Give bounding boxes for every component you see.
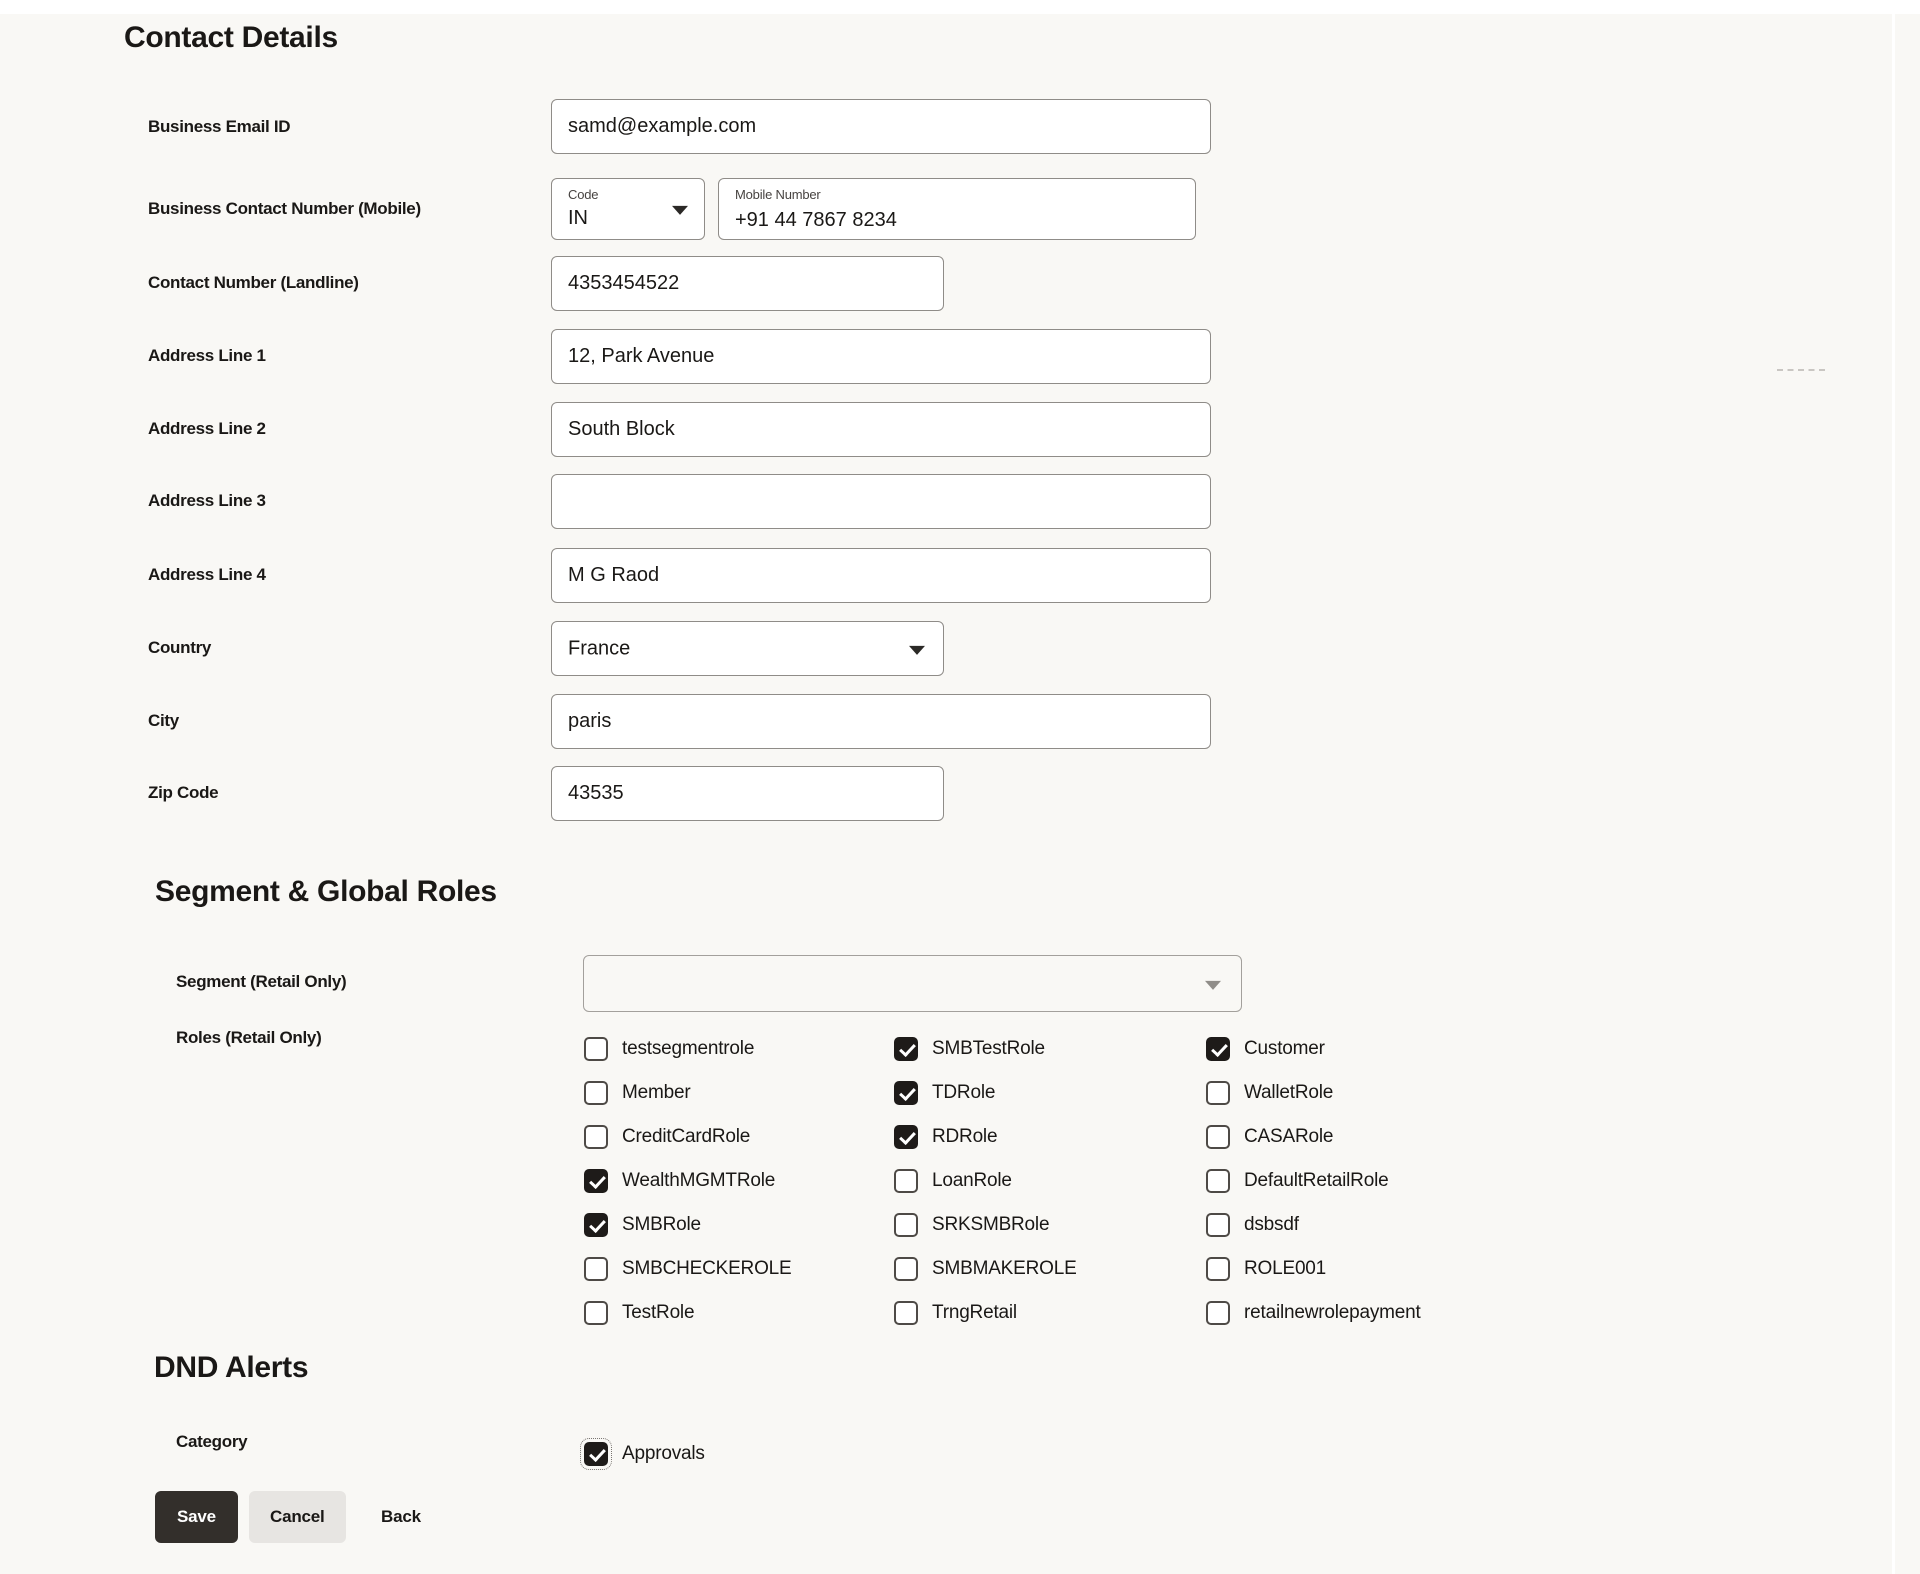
- role-item-retailnewrolepayment[interactable]: [1206, 1301, 1421, 1325]
- role-checkbox[interactable]: [1206, 1257, 1230, 1281]
- role-checkbox[interactable]: [1206, 1125, 1230, 1149]
- address-line-2-input[interactable]: [551, 402, 1211, 457]
- role-item-dsbsdf[interactable]: [1206, 1213, 1299, 1237]
- role-item-wealthmgmtrole[interactable]: [584, 1169, 775, 1193]
- address-line-4-label: Address Line 4: [148, 565, 266, 584]
- back-button[interactable]: Back: [377, 1491, 425, 1543]
- address-line-3-input[interactable]: [551, 474, 1211, 529]
- role-checkbox[interactable]: [894, 1213, 918, 1237]
- role-label: SMBTestRole: [932, 1038, 1045, 1059]
- city-label: City: [148, 711, 179, 730]
- approvals-label: Approvals: [622, 1443, 705, 1464]
- role-label: SMBCHECKEROLE: [622, 1258, 792, 1279]
- role-item-loanrole[interactable]: [894, 1169, 1012, 1193]
- role-item-defaultretailrole[interactable]: [1206, 1169, 1388, 1193]
- role-item-srksmbrole[interactable]: [894, 1213, 1049, 1237]
- role-checkbox[interactable]: [894, 1081, 918, 1105]
- mobile-number-floating-label: Mobile Number: [735, 187, 821, 202]
- role-label: WealthMGMTRole: [622, 1170, 776, 1191]
- address-line-2-label: Address Line 2: [148, 419, 266, 438]
- role-item-trngretail[interactable]: [894, 1301, 1017, 1325]
- role-item-testrole[interactable]: [584, 1301, 694, 1325]
- role-item-role001[interactable]: [1206, 1257, 1326, 1281]
- role-label: TDRole: [932, 1082, 996, 1103]
- role-item-smbtestrole[interactable]: [894, 1037, 1045, 1061]
- landline-input[interactable]: [551, 256, 944, 311]
- role-label: TrngRetail: [932, 1302, 1017, 1323]
- role-checkbox[interactable]: [1206, 1081, 1230, 1105]
- role-label: TestRole: [622, 1302, 695, 1323]
- dnd-category-item-approvals[interactable]: [584, 1442, 705, 1466]
- role-item-casarole[interactable]: [1206, 1125, 1333, 1149]
- section-title-contact-details: Contact Details: [124, 21, 338, 54]
- address-line-4-input[interactable]: [551, 548, 1211, 603]
- role-checkbox[interactable]: [1206, 1213, 1230, 1237]
- address-line-1-input[interactable]: [551, 329, 1211, 384]
- category-label: Category: [176, 1432, 248, 1451]
- roles-label: Roles (Retail Only): [176, 1028, 322, 1047]
- cancel-button[interactable]: Cancel: [249, 1491, 346, 1543]
- role-checkbox[interactable]: [584, 1257, 608, 1281]
- role-label: Customer: [1244, 1038, 1325, 1059]
- business-email-input[interactable]: [551, 99, 1211, 154]
- role-item-tdrole[interactable]: [894, 1081, 995, 1105]
- chevron-down-icon: [1205, 980, 1221, 989]
- role-item-smbcheckerole[interactable]: [584, 1257, 792, 1281]
- country-select[interactable]: [551, 621, 944, 676]
- role-checkbox[interactable]: [584, 1081, 608, 1105]
- role-label: dsbsdf: [1244, 1214, 1299, 1235]
- zip-code-label: Zip Code: [148, 783, 219, 802]
- role-checkbox[interactable]: [894, 1169, 918, 1193]
- role-checkbox[interactable]: [584, 1213, 608, 1237]
- role-label: Member: [622, 1082, 691, 1103]
- chevron-down-icon: [909, 645, 925, 654]
- role-item-customer[interactable]: [1206, 1037, 1325, 1061]
- role-label: RDRole: [932, 1126, 998, 1147]
- role-checkbox[interactable]: [1206, 1037, 1230, 1061]
- mobile-number-input[interactable]: [735, 209, 1181, 232]
- role-label: SMBRole: [622, 1214, 701, 1235]
- city-input[interactable]: [551, 694, 1211, 749]
- role-label: DefaultRetailRole: [1244, 1170, 1389, 1191]
- role-checkbox[interactable]: [584, 1301, 608, 1325]
- role-checkbox[interactable]: [894, 1257, 918, 1281]
- address-line-1-label: Address Line 1: [148, 346, 266, 365]
- mobile-code-value: IN: [568, 207, 588, 229]
- role-item-member[interactable]: [584, 1081, 690, 1105]
- zip-code-input[interactable]: [551, 766, 944, 821]
- role-label: SRKSMBRole: [932, 1214, 1050, 1235]
- role-label: WalletRole: [1244, 1082, 1334, 1103]
- chevron-down-icon: [672, 206, 688, 215]
- business-email-label: Business Email ID: [148, 117, 291, 136]
- role-item-smbmakerole[interactable]: [894, 1257, 1077, 1281]
- role-item-creditcardrole[interactable]: [584, 1125, 750, 1149]
- scrollbar-track: [1892, 0, 1895, 1574]
- section-title-dnd-alerts: DND Alerts: [154, 1351, 309, 1384]
- role-label: retailnewrolepayment: [1244, 1302, 1421, 1323]
- role-checkbox[interactable]: [1206, 1301, 1230, 1325]
- role-checkbox[interactable]: [894, 1037, 918, 1061]
- role-label: LoanRole: [932, 1170, 1012, 1191]
- role-checkbox[interactable]: [584, 1169, 608, 1193]
- role-checkbox[interactable]: [894, 1301, 918, 1325]
- role-checkbox[interactable]: [894, 1125, 918, 1149]
- segment-label: Segment (Retail Only): [176, 972, 347, 991]
- role-item-smbrole[interactable]: [584, 1213, 701, 1237]
- mobile-code-floating-label: Code: [568, 187, 599, 202]
- role-label: CreditCardRole: [622, 1126, 751, 1147]
- segment-select[interactable]: [583, 955, 1242, 1012]
- role-item-walletrole[interactable]: [1206, 1081, 1333, 1105]
- business-mobile-label: Business Contact Number (Mobile): [148, 199, 421, 218]
- country-label: Country: [148, 638, 212, 657]
- role-label: ROLE001: [1244, 1258, 1327, 1279]
- top-strip: [0, 0, 1920, 14]
- mobile-number-field[interactable]: [718, 178, 1196, 240]
- role-checkbox[interactable]: [584, 1125, 608, 1149]
- section-title-segment-global-roles: Segment & Global Roles: [155, 875, 497, 908]
- country-value: France: [568, 637, 631, 659]
- role-checkbox[interactable]: [1206, 1169, 1230, 1193]
- role-item-rdrole[interactable]: [894, 1125, 997, 1149]
- role-label: testsegmentrole: [622, 1038, 755, 1059]
- divider-dashes: [1777, 369, 1825, 371]
- role-label: SMBMAKEROLE: [932, 1258, 1077, 1279]
- save-button[interactable]: Save: [155, 1491, 238, 1543]
- approvals-checkbox[interactable]: [584, 1442, 608, 1466]
- mobile-code-select[interactable]: [551, 178, 705, 240]
- landline-label: Contact Number (Landline): [148, 273, 359, 292]
- role-checkbox[interactable]: [584, 1037, 608, 1061]
- address-line-3-label: Address Line 3: [148, 491, 266, 510]
- role-item-testsegmentrole[interactable]: [584, 1037, 754, 1061]
- role-label: CASARole: [1244, 1126, 1334, 1147]
